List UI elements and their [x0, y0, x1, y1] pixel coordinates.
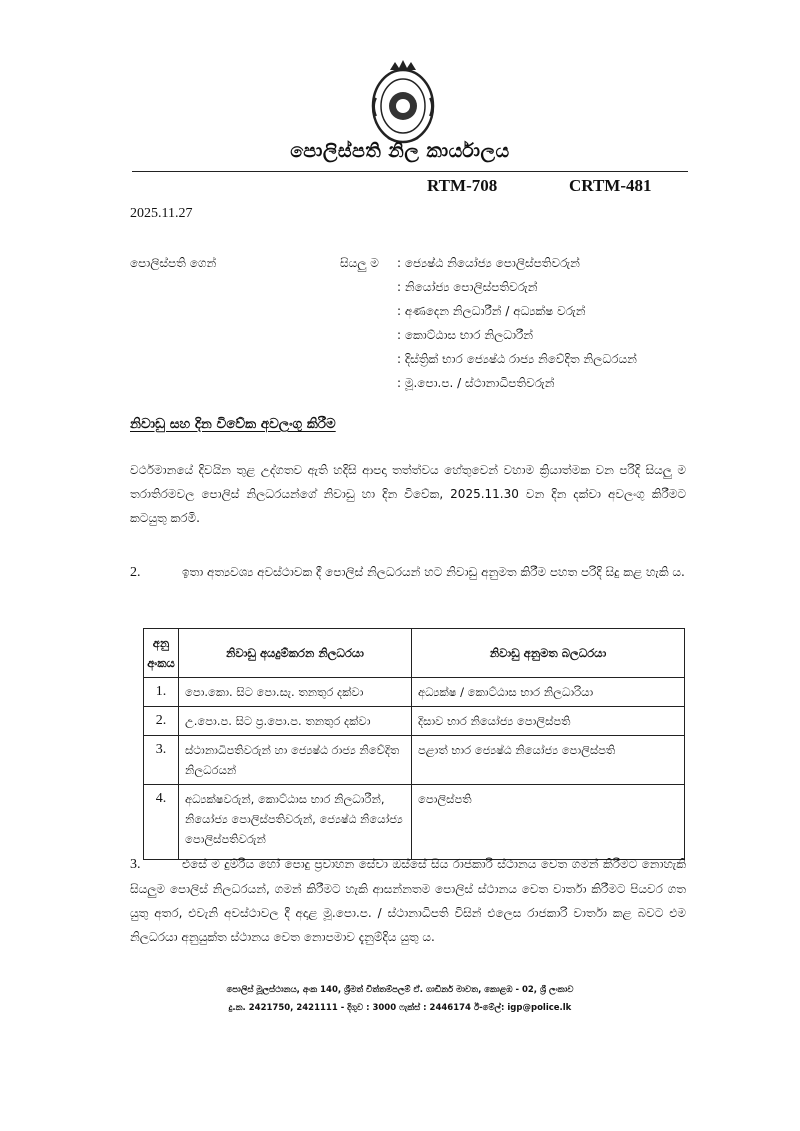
sender: පොලිස්පති ගෙන්	[130, 256, 217, 270]
subject-heading: නිවාඩු සහ දින විවේක අවලංගු කිරීම	[130, 416, 336, 432]
table-cell-serial: 1.	[144, 678, 179, 707]
footer-address: පොලිස් මූලස්ථානය, අංක 140, ශ්‍රීමත් චිත්තම්පලම් ඒ. ගාඩිනර් මාවත, කොළඹ - 02, ශ්‍රී ලංකාව	[226, 985, 574, 995]
paragraph-text: ඉතා අත්‍යවශ්‍ය අවස්ථාවක දී පොලිස් නිලධරයන් හට නිවාඩු අනුමත කිරීම පහත පරිදි සිදු කළ හැකි ය.	[182, 565, 685, 579]
table-cell-approver: පළාත් භාර ජ්‍යෙෂ්ඨ නියෝජ්‍ය පොලිස්පති	[412, 736, 685, 785]
table-cell-serial: 4.	[144, 785, 179, 860]
reference-number: RTM-708	[427, 176, 498, 195]
recipient-line: : ජ්‍යෙෂ්ඨ නියෝජ්‍ය පොලිස්පතිවරුන්	[397, 256, 580, 270]
column-header-approver: නිවාඩු අනුමත බලධරයා	[412, 629, 685, 678]
recipient-line: : නියෝජ්‍ය පොලිස්පතිවරුන්	[397, 280, 538, 294]
recipients-label: සියලු ම	[340, 256, 379, 270]
table-cell-applicant: පො.කො. සිට පො.සැ. තනතුර දක්වා	[179, 678, 412, 707]
letter-date: 2025.11.27	[130, 206, 193, 221]
leave-approval-table	[143, 628, 685, 860]
table-header-row	[144, 629, 685, 678]
recipient-line: : දිස්ත්‍රික් භාර ජ්‍යෙෂ්ඨ රාජ්‍ය නිවේදිත නිලධරයන්	[397, 352, 637, 366]
table-cell-approver: දිසාව භාර නියෝජ්‍ය පොලිස්පති	[412, 707, 685, 736]
table-cell-applicant: ස්ථානාධිපතිවරුන් හා ජ්‍යෙෂ්ඨ රාජ්‍ය නිවේදිත නිලධරයන්	[179, 736, 412, 785]
table-cell-approver: අධ්‍යක්ෂ / කොට්ඨාස භාර නිලධාරියා	[412, 678, 685, 707]
table-cell-serial: 2.	[144, 707, 179, 736]
table-row	[144, 678, 685, 707]
recipient-line: : අණදෙන නිලධාරීන් / අධ්‍යක්ෂ වරුන්	[397, 304, 586, 318]
paragraph-1: වර්ථමානයේ දිවයින තුළ උද්ගතව ඇති හදිසි ආපදා තත්ත්වය හේතුවෙන් වහාම ක්‍රියාත්මක වන පරිදි සියලු ම තරාතිරමවල පොලිස් නිලධරයන්ගේ නිවාඩු හා දින විවේක, 2025.11.30 වන දින දක්වා අවලංගු කිරීමට කටයුතු කරමි.	[130, 463, 686, 525]
office-title: පොලිස්පති නිල කාර්යාලය	[290, 140, 510, 162]
table-cell-applicant: උ.පො.ප. සිට ප්‍ර.පො.ප. තනතුර දක්වා	[179, 707, 412, 736]
table-row	[144, 785, 685, 860]
circular-reference-number: CRTM-481	[569, 176, 652, 195]
paragraph-3	[130, 852, 686, 949]
table-cell-serial: 3.	[144, 736, 179, 785]
police-emblem-icon	[368, 58, 438, 146]
table-row	[144, 707, 685, 736]
paragraph-text: එසේ ම දුම්රිය හෝ පොදු ප්‍රවාහන සේවා ඔස්සේ සිය රාජකාරි ස්ථානය වෙත ගමන් කිරීමට නොහැකි සියලුම පොලිස් නිලධරයන්, ගමන් කිරීමට හැකි ආසන්නතම පොලිස් ස්ථානය වෙත වාර්තා කිරීමට පියවර ගත යුතු අතර, එවැනි අවස්ථාවල දී අදාළ මූ.පො.ප. / ස්ථානාධිපති විසින් එලෙස රාජකාරි වාර්තා කළ බවට එම නිලධරයා අනුයුක්ත ස්ථානය වෙත නොපමාව දැනුම්දිය යුතු ය.	[130, 857, 686, 944]
table-row	[144, 736, 685, 785]
table-cell-approver: පොලිස්පති	[412, 785, 685, 860]
paragraph-number: 2.	[130, 565, 141, 580]
paragraph-2	[130, 560, 686, 585]
footer-contact: දු.ක. 2421750, 2421111 - දිගුව : 3000 ෆැක්ස් : 2446174 ඊ-මේල්: igp@police.lk	[228, 1003, 572, 1013]
recipient-line: : කොට්ඨාස භාර නිලධාරීන්	[397, 328, 534, 342]
header-divider	[132, 171, 688, 172]
recipient-line: : මූ.පො.ප. / ස්ථානාධිපතිවරුන්	[397, 376, 555, 390]
paragraph-number: 3.	[130, 857, 141, 872]
table-cell-applicant: අධ්‍යක්ෂවරුන්, කොට්ඨාස භාර නිලධාරීන්, නියෝජ්‍ය පොලිස්පතිවරුන්, ජ්‍යෙෂ්ඨ නියෝජ්‍ය පොලිස්පතිවරුන්	[179, 785, 412, 860]
column-header-serial: අනු අංකය	[144, 629, 179, 678]
column-header-applicant: නිවාඩු අයදුම්කරන නිලධරයා	[179, 629, 412, 678]
